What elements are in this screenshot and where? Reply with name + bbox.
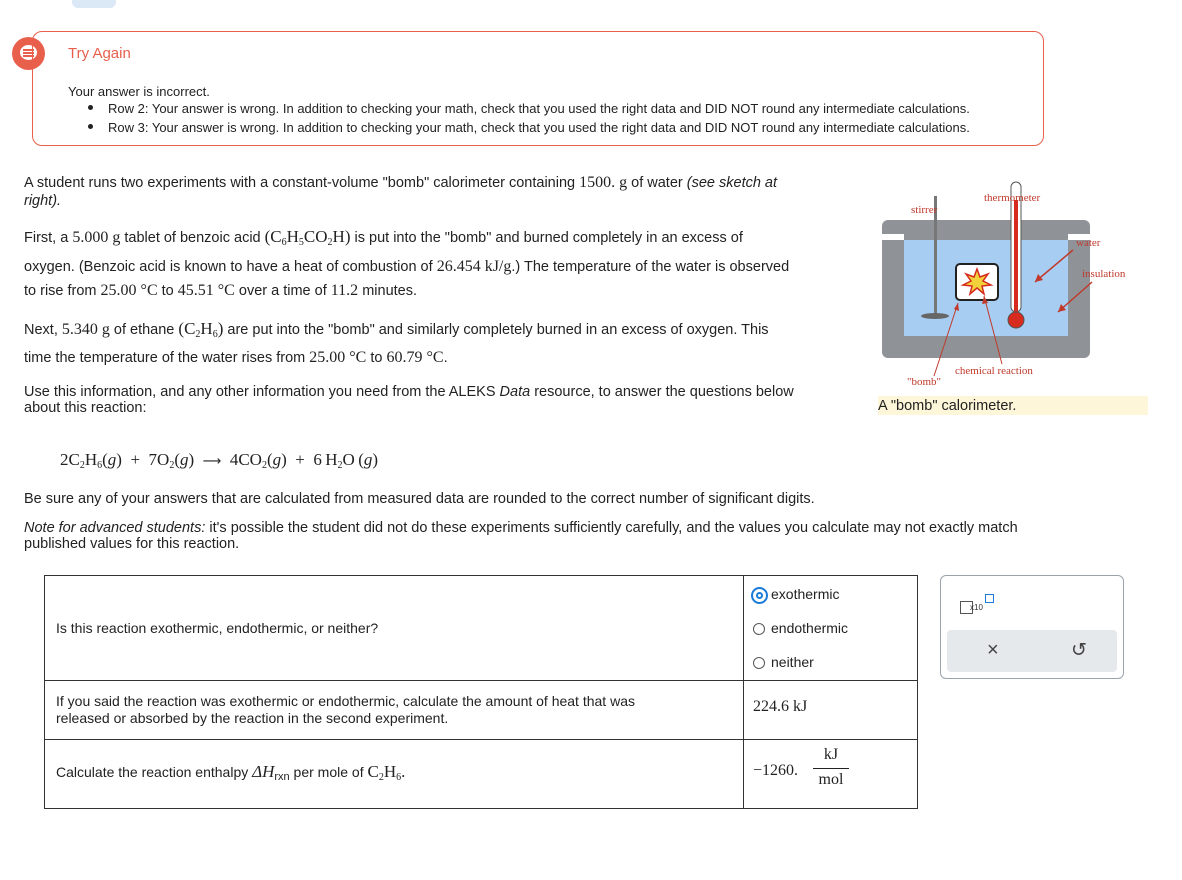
option-endothermic-label[interactable]: endothermic xyxy=(771,620,849,636)
bomb-label: "bomb" xyxy=(907,376,942,388)
math-tool-panel xyxy=(940,575,1124,679)
stirrer-blade xyxy=(921,313,949,319)
problem-paragraph-7: Use this information, and any other information you need from the ALEKS Data resource, to answer the questions below about this reaction: xyxy=(24,384,794,416)
top-tab-stub xyxy=(72,0,116,8)
feedback-bullet-row3: Row 3: Your answer is wrong. In addition to checking your math, check that you used the right data and DID NOT round any intermediate calculations. xyxy=(108,120,970,135)
problem-paragraph-5: Next, 5.340 g of ethane $(C_2H_6)$ are put into the "bomb" and similarly completely burned in an excess of oxygen. This xyxy=(24,319,769,340)
question-2: If you said the reaction was exothermic or endothermic, calculate the amount of heat that was released or absorbed by the reaction in the second experiment. xyxy=(56,693,635,726)
question-1: Is this reaction exothermic, endothermic, or neither? xyxy=(56,620,379,636)
insulation-label: insulation xyxy=(1082,268,1126,280)
answer-heat-field[interactable]: 224.6 kJ xyxy=(753,698,808,715)
problem-paragraph-1: A student runs two experiments with a constant-volume "bomb" calorimeter containing 1500. g of water (see sketch at right). xyxy=(24,174,778,209)
feedback-title: Try Again xyxy=(68,45,131,62)
bullet-dot xyxy=(88,105,93,110)
answer-enthalpy-field[interactable]: −1260. xyxy=(753,762,799,779)
problem-paragraph-2: First, a 5.000 g tablet of benzoic acid $(C_6H_5CO_2H)$ is put into the "bomb" and burned completely in an excess of xyxy=(24,227,743,248)
problem-paragraph-6: time the temperature of the water rises from 25.00 °C to 60.79 °C. xyxy=(24,349,448,366)
undo-button[interactable]: ↺ xyxy=(1071,639,1087,661)
feedback-message: Your answer is incorrect. xyxy=(68,84,210,99)
benzoic-acid-formula: $(C_6H_5CO_2H)$ xyxy=(264,227,351,248)
x10-label: x10 xyxy=(970,603,983,612)
thermometer-bulb xyxy=(1008,312,1024,328)
exponent-box-icon xyxy=(985,594,994,603)
water-label: water xyxy=(1076,237,1101,249)
radio-exothermic[interactable] xyxy=(751,587,768,604)
advanced-note: Note for advanced students: it's possible the student did not do these experiments sufficiently carefully, and the values you calculate may not exactly match published values for this reaction. xyxy=(24,520,1018,552)
question-table xyxy=(44,575,918,809)
radio-endothermic[interactable] xyxy=(753,623,765,635)
unit-fraction: kJ mol xyxy=(813,746,849,789)
radio-neither[interactable] xyxy=(753,657,765,669)
option-exothermic-label[interactable]: exothermic xyxy=(771,586,840,602)
problem-paragraph-3: oxygen. (Benzoic acid is known to have a heat of combustion of 26.454 kJ/g.) The temperature of the water is observed xyxy=(24,258,790,275)
problem-paragraph-4: to rise from 25.00 °C to 45.51 °C over a time of 11.2 minutes. xyxy=(24,282,418,299)
thermometer-label: thermometer xyxy=(984,192,1041,204)
feedback-bullet-row2: Row 2: Your answer is wrong. In addition to checking your math, check that you used the right data and DID NOT round any intermediate calculations. xyxy=(108,101,970,116)
stirrer-label: stirrer xyxy=(911,204,938,216)
chemical-reaction-label: chemical reaction xyxy=(955,365,1033,377)
reaction-equation: $2C_2H_6(g) + 7O_2(g)$ ⟶ $4CO_2(g) + 6$ $H_2O$ (g) xyxy=(60,450,379,471)
option-neither-label[interactable]: neither xyxy=(771,654,814,670)
sketch-caption: A "bomb" calorimeter. xyxy=(878,398,1017,414)
sigfig-instruction: Be sure any of your answers that are calculated from measured data are rounded to the correct number of significant digits. xyxy=(24,491,815,507)
bullet-dot xyxy=(88,124,93,129)
clear-button[interactable]: × xyxy=(987,639,999,661)
ethane-formula: $(C_2H_6)$ xyxy=(178,319,224,340)
question-3: Calculate the reaction enthalpy $\Delta H_{rxn}$ per mole of $C_2H_6$. xyxy=(56,762,406,783)
